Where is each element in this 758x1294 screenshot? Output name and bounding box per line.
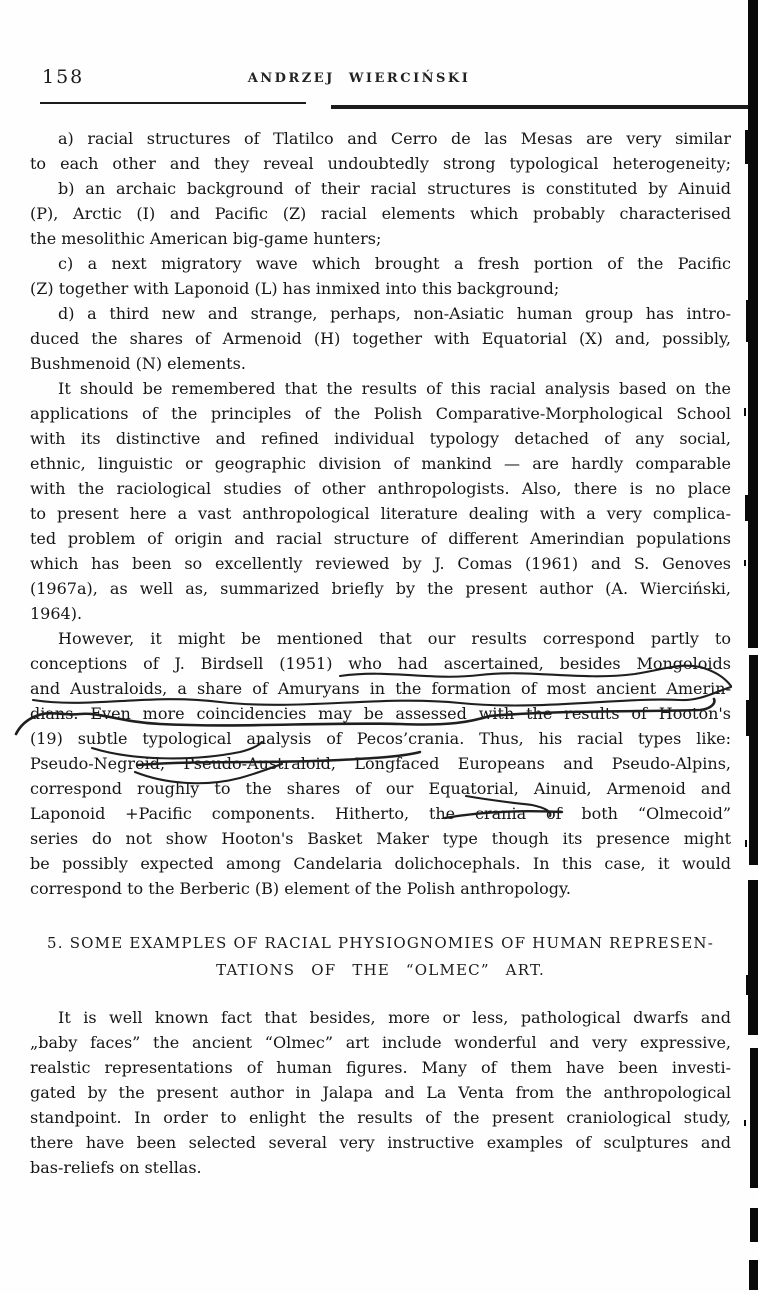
text-line: d) a third new and strange, perhaps, non-Asiatic human group has intro-: [58, 304, 731, 323]
page-number: 158: [42, 66, 85, 88]
text-line: a) racial structures of Tlatilco and Cerro de las Mesas are very similar: [58, 129, 731, 148]
text-line: Laponoid +Pacific components. Hitherto, the crania of both “Olmecoid”: [30, 804, 731, 823]
section-heading: [30, 930, 731, 984]
text-line: and Australoids, a share of Amuryans in the formation of most ancient Amerin-: [30, 679, 731, 698]
text-line: bas-reliefs on stellas.: [30, 1158, 202, 1177]
text-line: b) an archaic background of their racial structures is constituted by Ainuid: [58, 179, 731, 198]
text-line: correspond roughly to the shares of our Equatorial, Ainuid, Armenoid and: [30, 779, 731, 798]
section-heading-line: 5. SOME EXAMPLES OF RACIAL PHYSIOGNOMIES OF HUMAN REPRESEN-: [47, 934, 714, 952]
text-line: series do not show Hooton's Basket Maker type though its presence might: [30, 829, 731, 848]
text-line: (Z) together with Laponoid (L) has inmixed into this background;: [30, 279, 560, 298]
text-line: which has been so excellently reviewed by J. Comas (1961) and S. Genoves: [30, 554, 731, 573]
section-heading-line: TATIONS OF THE “OLMEC” ART.: [216, 961, 545, 979]
text-line: applications of the principles of the Polish Comparative-Morphological School: [30, 404, 731, 423]
text-line: gated by the present author in Jalapa and La Venta from the anthropological: [30, 1083, 731, 1102]
text-line: standpoint. In order to enlight the results of the present craniological study,: [30, 1108, 731, 1127]
text-line: correspond to the Berberic (B) element of the Polish anthropology.: [30, 879, 571, 898]
text-line: conceptions of J. Birdsell (1951) who had ascertained, besides Mongoloids: [30, 654, 731, 673]
text-line: However, it might be mentioned that our results correspond partly to: [58, 629, 731, 648]
text-line: to present here a vast anthropological literature dealing with a very complica-: [30, 504, 731, 523]
text-line: ted problem of origin and racial structure of different Amerindian populations: [30, 529, 731, 548]
text-line: with the raciological studies of other anthropologists. Also, there is no place: [30, 479, 731, 498]
running-head-author: ANDRZEJ WIERCIŃSKI: [247, 71, 471, 86]
text-line: Pseudo-Negroid, Pseudo-Australoid, Longfaced Europeans and Pseudo-Alpins,: [30, 754, 731, 773]
text-line: 1964).: [30, 604, 83, 623]
text-line: duced the shares of Armenoid (H) together with Equatorial (X) and, possibly,: [30, 329, 731, 348]
text-line: there have been selected several very instructive examples of sculptures and: [30, 1133, 731, 1152]
text-line: ethnic, linguistic or geographic division of mankind — are hardly comparable: [30, 454, 731, 473]
text-line: c) a next migratory wave which brought a fresh portion of the Pacific: [58, 254, 731, 273]
scan-edge-artifact: [742, 0, 758, 1294]
text-line: „baby faces” the ancient “Olmec” art include wonderful and very expressive,: [30, 1033, 731, 1052]
text-line: It should be remembered that the results of this racial analysis based on the: [58, 379, 731, 398]
text-line: Bushmenoid (N) elements.: [30, 354, 246, 373]
text-line: realstic representations of human figures. Many of them have been investi-: [30, 1058, 731, 1077]
text-line: the mesolithic American big-game hunters;: [30, 229, 382, 248]
text-line: (1967a), as well as, summarized briefly by the present author (A. Wierciński,: [30, 579, 731, 598]
body-text-block: [30, 126, 731, 901]
text-line: It is well known fact that besides, more or less, pathological dwarfs and: [58, 1008, 731, 1027]
text-line: with its distinctive and refined individual typology detached of any social,: [30, 429, 731, 448]
text-line: dians. Even more coincidencies may be assessed with the results of Hooton's: [30, 704, 731, 723]
text-line: to each other and they reveal undoubtedly strong typological heterogeneity;: [30, 154, 731, 173]
closing-paragraph-block: [30, 1005, 731, 1180]
text-line: (19) subtle typological analysis of Pecos’crania. Thus, his racial types like:: [30, 729, 731, 748]
text-line: (P), Arctic (I) and Pacific (Z) racial elements which probably characterised: [30, 204, 731, 223]
text-line: be possibly expected among Candelaria dolichocephals. In this case, it would: [30, 854, 731, 873]
header-rule-left: [40, 102, 306, 104]
header-rule-right: [331, 105, 750, 109]
